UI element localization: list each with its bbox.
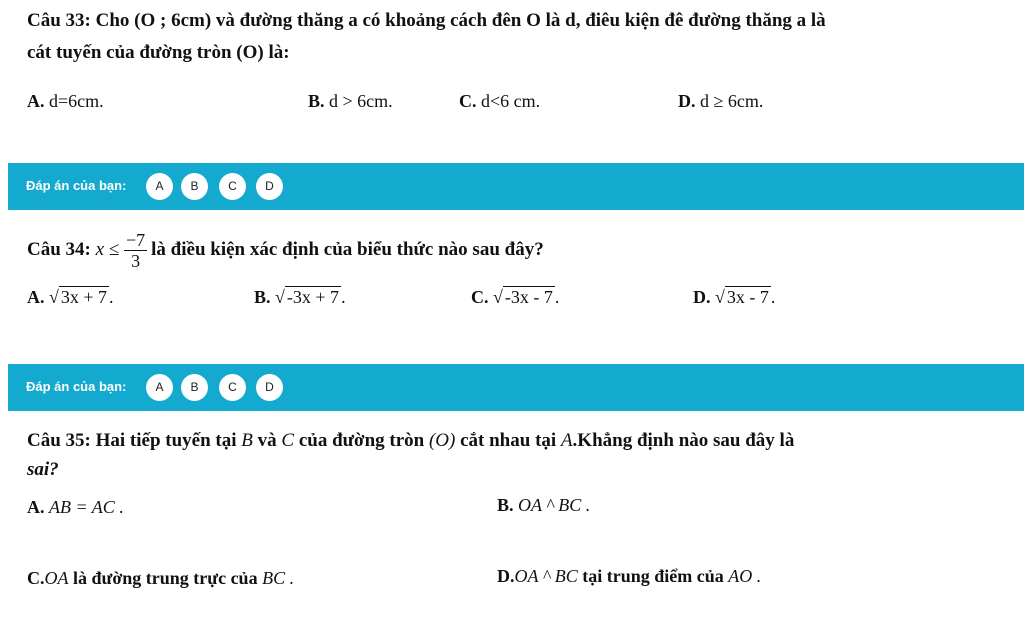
answer-bar-label: Đáp án của bạn: xyxy=(26,178,127,193)
q33-option-c: C. d<6 cm. xyxy=(459,91,541,111)
q34-stem: Câu 34: x ≤ $\frac{-7}{3}$ là điều kiện xác định của biểu thức nào sau đây? xyxy=(27,229,544,271)
answer-choice-a[interactable]: A xyxy=(146,173,173,200)
answer-choice-c[interactable]: C xyxy=(219,173,246,200)
answer-bar-label: Đáp án của bạn: xyxy=(26,379,127,394)
q33-option-a: A. d=6cm. xyxy=(27,91,104,111)
answer-choice-d[interactable]: D xyxy=(256,374,283,401)
q35-stem-line1: Câu 35: Hai tiếp tuyến tại B và C của đường tròn (O) cắt nhau tại A.Khẳng định nào sau đây là xyxy=(27,430,795,451)
answer-bar-1 xyxy=(8,163,1024,210)
answer-choice-d[interactable]: D xyxy=(256,173,283,200)
q35-option-c: C.OA là đường trung trực của BC . xyxy=(27,568,295,588)
q34-option-b: B. √ -3x + 7 . xyxy=(254,287,346,307)
q33-stem-line2: cát tuyến của đường tròn (O) là: xyxy=(27,42,290,63)
answer-choice-c[interactable]: C xyxy=(219,374,246,401)
q35-option-d: D.OA ^ BC tại trung điểm của AO . xyxy=(497,566,762,586)
q33-option-d: D. d ≥ 6cm. xyxy=(678,91,764,111)
answer-choice-b[interactable]: B xyxy=(181,374,208,401)
q35-stem-line2: sai? xyxy=(27,459,59,480)
q33-stem-line1: Câu 33: Cho (O ; 6cm) và đường thăng a có khoảng cách đên O là d, điêu kiện đê đường thăng a là xyxy=(27,10,826,31)
answer-choice-a[interactable]: A xyxy=(146,374,173,401)
fraction-minus7-over-3: $\frac{-7}{3}$ xyxy=(126,229,146,271)
q34-option-a: A. √ 3x + 7 . xyxy=(27,287,114,307)
q34-option-d: D. √ 3x - 7 . xyxy=(693,287,776,307)
q33-option-b: B. d > 6cm. xyxy=(308,91,393,111)
q35-option-a: A. AB = AC . xyxy=(27,497,124,517)
q35-option-b: B. OA ^ BC . xyxy=(497,495,591,515)
answer-bar-2 xyxy=(8,364,1024,411)
answer-choice-b[interactable]: B xyxy=(181,173,208,200)
q34-option-c: C. √ -3x - 7 . xyxy=(471,287,560,307)
